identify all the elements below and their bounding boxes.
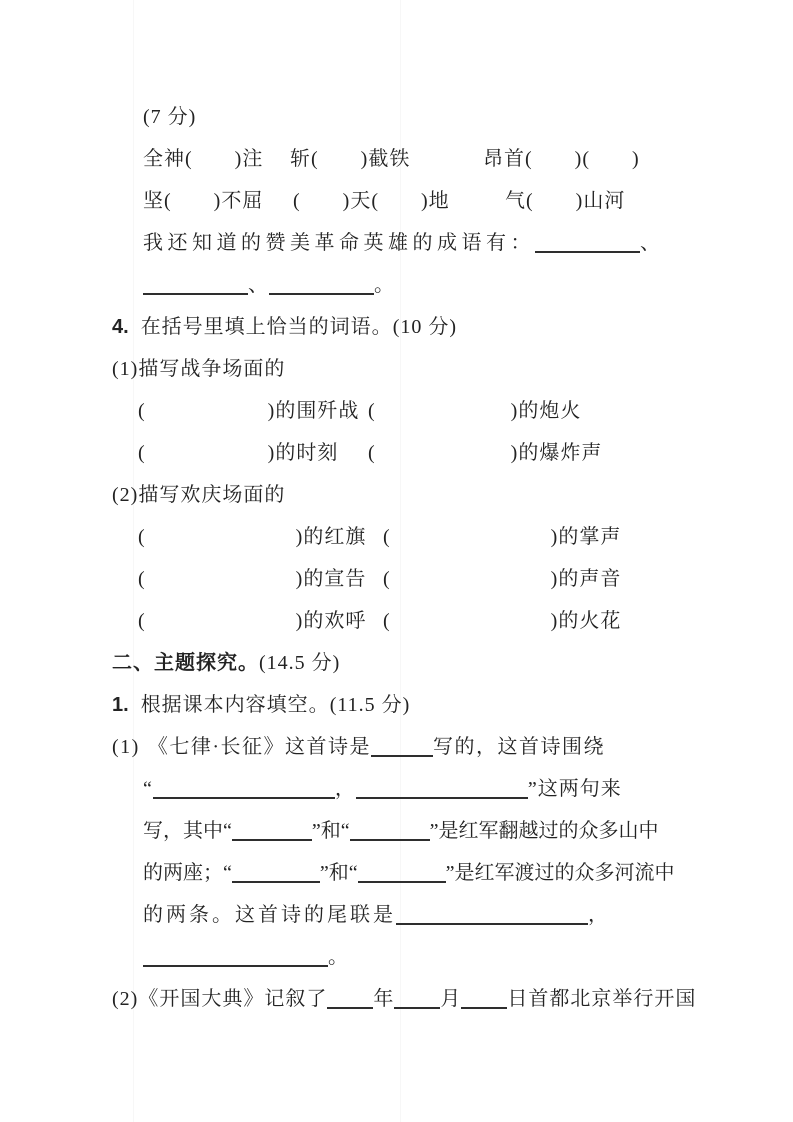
q4-part1-row-2 xyxy=(112,432,703,474)
q4-part1-row-1 xyxy=(112,390,703,432)
answer-blank xyxy=(461,987,507,1009)
fill-cell-left xyxy=(138,600,383,642)
score-note-text: (7 分) xyxy=(143,106,197,128)
comma: ， xyxy=(588,904,611,926)
enum-comma: 、 xyxy=(248,274,269,296)
q3-idiom-row-1 xyxy=(112,138,703,180)
question-title: 在括号里填上恰当的词语。 xyxy=(140,316,393,338)
item-label: (2) xyxy=(112,988,139,1010)
open-paren: ( xyxy=(138,610,146,632)
answer-blank xyxy=(327,987,373,1009)
section-title: 主题探究。 xyxy=(154,652,259,674)
close-paren-suffix: )的欢呼 xyxy=(295,610,367,632)
q4-part1-label xyxy=(112,348,703,390)
q1-item1-line-4 xyxy=(112,852,703,894)
answer-blank xyxy=(394,987,440,1009)
close-paren-suffix: )的时刻 xyxy=(267,442,339,464)
answer-blank xyxy=(143,945,328,967)
item-text: ”和“ xyxy=(319,862,358,884)
subpart-label: (1)描写战争场面的 xyxy=(112,358,286,380)
period: 。 xyxy=(374,274,395,296)
fill-cell-left xyxy=(138,516,383,558)
q1-item2-line xyxy=(112,978,703,1020)
item-label: (1) xyxy=(112,736,140,758)
answer-blank xyxy=(232,861,320,883)
close-paren-suffix: )的红旗 xyxy=(295,526,367,548)
answer-blank xyxy=(350,819,430,841)
close-paren-suffix: )的掌声 xyxy=(550,526,622,548)
item-text: 写的，这首诗围绕 xyxy=(433,736,605,758)
quote-mark: “ xyxy=(143,778,153,800)
item-text: 写，其中“ xyxy=(143,820,232,842)
answer-blank xyxy=(153,777,335,799)
close-paren-suffix: )的爆炸声 xyxy=(510,442,603,464)
item-text: ”是红军渡过的众多河流中 xyxy=(445,862,675,884)
open-paren: ( xyxy=(138,442,146,464)
answer-blank xyxy=(356,777,528,799)
q1-item1-line-3 xyxy=(112,810,703,852)
answer-blank xyxy=(358,861,446,883)
q4-title-line xyxy=(112,306,703,348)
idiom-cell: ( )天( )地 xyxy=(293,190,450,212)
open-paren: ( xyxy=(138,400,146,422)
question-title: 根据课本内容填空。 xyxy=(140,694,330,716)
close-paren-suffix: )的炮火 xyxy=(510,400,582,422)
fill-cell-left xyxy=(138,558,383,600)
question-number: 1. xyxy=(112,694,129,716)
fill-cell-right xyxy=(383,610,621,632)
idiom-cell: 全神( )注 xyxy=(143,148,264,170)
close-paren-suffix: )的声音 xyxy=(550,568,622,590)
q3-more-idioms-line-1 xyxy=(112,222,703,264)
question-score: (11.5 分) xyxy=(329,694,411,716)
item-text: 《开国大典》记叙了 xyxy=(138,988,328,1010)
answer-blank xyxy=(371,735,433,757)
prompt-text: 我还知道的赞美革命英雄的成语有： xyxy=(143,232,535,254)
q3-more-idioms-line-2 xyxy=(112,264,703,306)
item-text: 的两条。这首诗的尾联是 xyxy=(143,904,396,926)
q4-part2-row-1 xyxy=(112,516,703,558)
q1-item1-line-2 xyxy=(112,768,703,810)
q4-part2-row-3 xyxy=(112,600,703,642)
sec2-q1-title-line xyxy=(112,684,703,726)
item-text: 年 xyxy=(373,988,395,1010)
item-text: ”是红军翻越过的众多山中 xyxy=(429,820,659,842)
fill-cell-right xyxy=(383,526,621,548)
open-paren: ( xyxy=(383,610,391,632)
q1-item1-line-6 xyxy=(112,936,703,978)
fill-cell-left xyxy=(138,432,368,474)
close-paren-suffix: )的火花 xyxy=(550,610,622,632)
open-paren: ( xyxy=(383,526,391,548)
item-text: ”这两句来 xyxy=(527,778,622,800)
idiom-cell: 气( )山河 xyxy=(505,190,626,212)
section-number: 二、 xyxy=(112,652,154,674)
comma: ， xyxy=(334,778,356,800)
item-text: 月 xyxy=(440,988,462,1010)
period: 。 xyxy=(328,946,349,968)
fill-cell-right xyxy=(368,400,581,422)
open-paren: ( xyxy=(368,400,376,422)
open-paren: ( xyxy=(138,568,146,590)
answer-blank xyxy=(143,273,248,295)
item-text: 《七律·长征》这首诗是 xyxy=(147,736,371,758)
close-paren-suffix: )的围歼战 xyxy=(267,400,360,422)
fill-cell-left xyxy=(138,390,368,432)
item-text: 日首都北京举行开国 xyxy=(507,988,697,1010)
question-number: 4. xyxy=(112,316,129,338)
answer-blank xyxy=(535,231,640,253)
q3-score-note xyxy=(112,96,703,138)
q4-part2-label xyxy=(112,474,703,516)
fill-cell-right xyxy=(383,568,621,590)
close-paren-suffix: )的宣告 xyxy=(295,568,367,590)
q3-idiom-row-2 xyxy=(112,180,703,222)
q1-item1-line-5 xyxy=(112,894,703,936)
open-paren: ( xyxy=(383,568,391,590)
section-score: (14.5 分) xyxy=(259,652,341,674)
q1-item1-line-1 xyxy=(112,726,703,768)
idiom-cell: 坚( )不屈 xyxy=(143,190,264,212)
open-paren: ( xyxy=(138,526,146,548)
idiom-cell: 斩( )截铁 xyxy=(290,148,411,170)
question-score: (10 分) xyxy=(392,316,458,338)
section2-heading xyxy=(112,642,703,684)
item-text: ”和“ xyxy=(311,820,350,842)
item-text: 的两座；“ xyxy=(143,862,232,884)
fill-cell-right xyxy=(368,442,602,464)
q4-part2-row-2 xyxy=(112,558,703,600)
answer-blank xyxy=(396,903,588,925)
idiom-cell: 昂首( )( ) xyxy=(483,148,640,170)
open-paren: ( xyxy=(368,442,376,464)
subpart-label: (2)描写欢庆场面的 xyxy=(112,484,286,506)
enum-comma: 、 xyxy=(640,232,665,254)
answer-blank xyxy=(232,819,312,841)
answer-blank xyxy=(269,273,374,295)
